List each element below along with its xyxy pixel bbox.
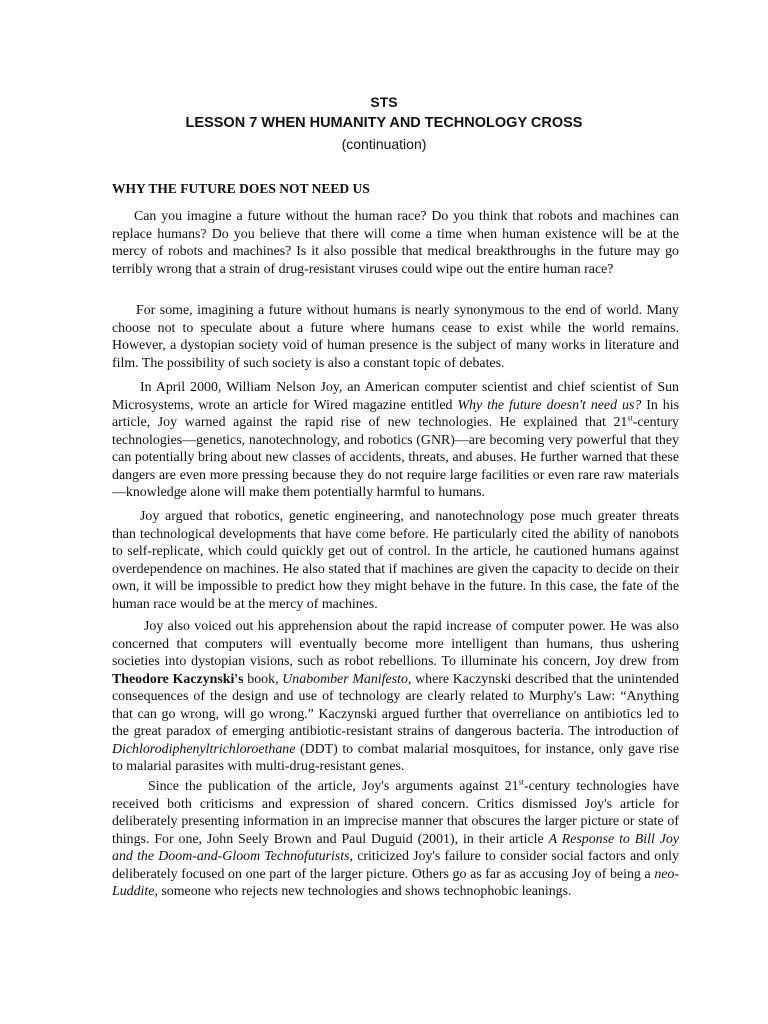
superscript: st [518,777,524,787]
paragraph-6-text-f: , someone who rejects new technologies and shows technophobic leanings. [154,884,572,899]
paragraph-3-text-c: In his article, Joy warned against the rapid rise of new technologies. He explained that 21 [112,397,679,430]
paragraph-5-text-g: (DDT) to combat malarial mosquitoes, for instance, only gave rise to malarial parasites with multi-drug-resistant genes. [112,741,679,774]
paragraph-2: For some, imagining a future without humans is nearly synonymous to the end of world. Many choose not to speculate about a future where humans cease to exist while the world remains. However, a dystopian society void of human presence is the subject of many works in literature and film. The possibility of such society is also a constant topic of debates. [112,303,679,371]
paragraph-5-text-c: book, [243,671,283,687]
paragraph-3-text-d: -century technologies—genetics, nanotechnology, and robotics (GNR)—are becoming very powerful that they can potentially bring about new classes of accidents, threats, and abuses. He further warned that these dangers are even more pressing because they do not require large facilities or even rare raw materials—knowledge alone will make them potentially harmful to humans. [112,415,679,500]
paragraph-6 [112,778,679,901]
chemical-name: Dichlorodiphenyltrichloroethane [112,741,296,757]
paragraph-6-text-a: Since the publication of the article, Joy's arguments against 21 [148,779,519,794]
neo-luddite-term: neo-Luddite [112,866,679,899]
superscript: st [627,413,633,423]
author-name: Theodore Kaczynski's [112,671,244,687]
paragraph-5 [112,618,679,776]
response-article-title: A Response to Bill Joy and the Doom-and-Gloom Technofuturists [112,831,679,864]
book-title: Unabomber Manifesto [282,671,408,687]
paragraph-5-text-a: Joy also voiced out his apprehension about the rapid increase of computer power. He was also concerned that computers will eventually become more intelligent than humans, thus ushering societies into dystopian visions, such as robot rebellions. To illuminate his concern, Joy drew from [112,619,679,669]
paragraph-5-text-e: , where Kaczynski described that the unintended consequences of the design and use of technology are clearly related to Murphy's Law: “Anything that can go wrong, will go wrong.” Kaczynski argued further that overreliance on antibiotics led to the great paradox of emerging antibiotic-resistant strains of dangerous bacteria. The introduction of [112,671,679,739]
paragraph-4: Joy argued that robotics, genetic engineering, and nanotechnology pose much greater threats than technological developments that have come before. He particularly cited the ability of nanobots to self-replicate, which could quickly get out of control. In the article, he cautioned humans against overdependence on machines. He also stated that if machines are given the capacity to decide on their own, it will be impossible to predict how they might behave in the future. In this case, the fate of the human race would be at the mercy of machines. [112,509,679,612]
paragraph-6-text-d: , criticized Joy's failure to consider social factors and only deliberately focused on one part of the larger picture. Others go as far as accusing Joy of being a [112,849,679,882]
paragraph-3-text-a: In April 2000, William Nelson Joy, an American computer scientist and chief scientist of Sun Microsystems, wrote an article for Wired magazine entitled [112,380,679,413]
lesson-title: LESSON 7 WHEN HUMANITY AND TECHNOLOGY CROSS [185,115,583,131]
continuation-label: (continuation) [341,136,427,152]
course-title: STS [370,94,398,110]
article-title: Why the future doesn't need us? [457,397,642,413]
paragraph-3 [112,379,679,502]
section-heading: WHY THE FUTURE DOES NOT NEED US [112,181,370,196]
paragraph-6-text-b: -century technologies have received both criticisms and expression of shared concern. Critics dismissed Joy's article for deliberately presenting information in an imprecise manner that obscures the larger picture or state of things. For one, John Seely Brown and Paul Duguid (2001), in their article [112,779,679,847]
paragraph-1: Can you imagine a future without the human race? Do you think that robots and machines can replace humans? Do you believe that there will come a time when human existence will be at the mercy of robots and machines? Is it also possible that medical breakthroughs in the future may go terribly wrong that a strain of drug-resistant viruses could wipe out the entire human race? [112,209,679,277]
